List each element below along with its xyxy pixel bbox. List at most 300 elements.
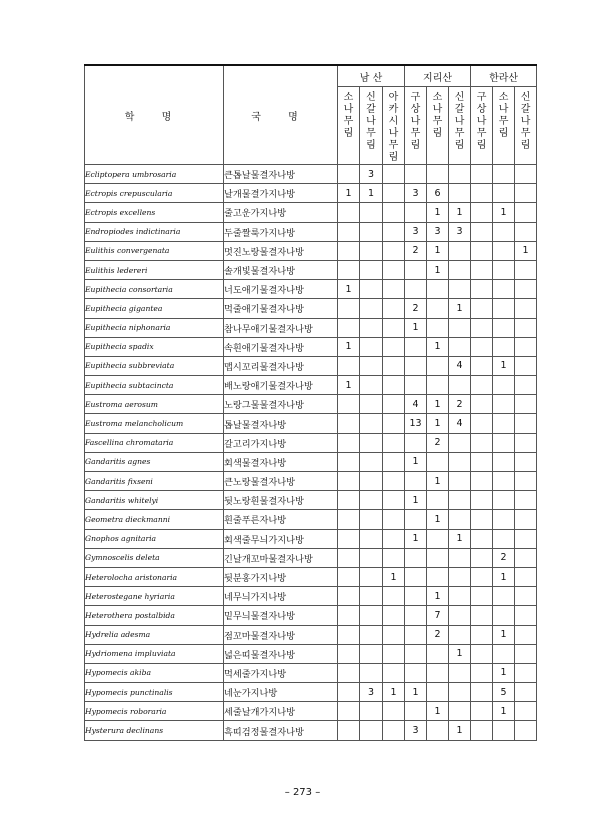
count-cell bbox=[338, 222, 360, 241]
table-row bbox=[85, 184, 537, 203]
count-cell: 6 bbox=[427, 184, 449, 203]
korean-name-cell: 네눈가지나방 bbox=[224, 683, 338, 702]
count-cell bbox=[493, 337, 515, 356]
count-cell bbox=[405, 625, 427, 644]
header-row-mountains bbox=[85, 65, 537, 87]
count-cell: 1 bbox=[405, 452, 427, 471]
count-cell bbox=[405, 337, 427, 356]
count-cell: 1 bbox=[427, 241, 449, 260]
count-cell: 1 bbox=[338, 280, 360, 299]
header-forest-label: 아카시나무림 bbox=[388, 92, 399, 163]
count-cell: 1 bbox=[405, 683, 427, 702]
count-cell: 1 bbox=[383, 567, 405, 586]
count-cell bbox=[383, 548, 405, 567]
count-cell bbox=[338, 587, 360, 606]
count-cell: 2 bbox=[405, 299, 427, 318]
count-cell bbox=[449, 663, 471, 682]
count-cell bbox=[427, 663, 449, 682]
count-cell: 1 bbox=[338, 184, 360, 203]
count-cell bbox=[338, 452, 360, 471]
count-cell bbox=[383, 337, 405, 356]
count-cell bbox=[338, 395, 360, 414]
count-cell bbox=[383, 721, 405, 740]
count-cell: 7 bbox=[427, 606, 449, 625]
count-cell: 1 bbox=[427, 510, 449, 529]
count-cell bbox=[360, 241, 383, 260]
count-cell bbox=[515, 452, 537, 471]
count-cell bbox=[383, 491, 405, 510]
count-cell bbox=[449, 702, 471, 721]
count-cell: 3 bbox=[427, 222, 449, 241]
count-cell: 1 bbox=[338, 337, 360, 356]
count-cell bbox=[515, 663, 537, 682]
count-cell: 4 bbox=[449, 414, 471, 433]
count-cell bbox=[515, 491, 537, 510]
count-cell bbox=[360, 318, 383, 337]
count-cell bbox=[427, 491, 449, 510]
count-cell bbox=[360, 414, 383, 433]
count-cell bbox=[383, 165, 405, 184]
count-cell bbox=[383, 510, 405, 529]
count-cell: 1 bbox=[449, 721, 471, 740]
table-row bbox=[85, 644, 537, 663]
korean-name-cell: 줄고운가지나방 bbox=[224, 203, 338, 222]
count-cell bbox=[427, 567, 449, 586]
count-cell bbox=[449, 165, 471, 184]
count-cell bbox=[471, 606, 493, 625]
count-cell bbox=[338, 510, 360, 529]
scientific-name-cell: Gandaritis agnes bbox=[85, 452, 224, 471]
table-row bbox=[85, 683, 537, 702]
table-row bbox=[85, 548, 537, 567]
table-row bbox=[85, 625, 537, 644]
count-cell bbox=[471, 529, 493, 548]
count-cell bbox=[338, 702, 360, 721]
count-cell bbox=[449, 184, 471, 203]
count-cell bbox=[383, 587, 405, 606]
korean-name-cell: 뒷분홍가지나방 bbox=[224, 567, 338, 586]
count-cell bbox=[515, 472, 537, 491]
count-cell bbox=[427, 644, 449, 663]
count-cell bbox=[383, 222, 405, 241]
count-cell bbox=[471, 548, 493, 567]
count-cell bbox=[449, 606, 471, 625]
count-cell bbox=[515, 184, 537, 203]
count-cell: 1 bbox=[427, 337, 449, 356]
header-forest-label: 소나무림 bbox=[432, 92, 443, 139]
count-cell bbox=[338, 299, 360, 318]
count-cell bbox=[471, 702, 493, 721]
count-cell bbox=[493, 529, 515, 548]
korean-name-cell: 회색줄무늬가지나방 bbox=[224, 529, 338, 548]
count-cell: 3 bbox=[405, 222, 427, 241]
korean-name-cell: 흑띠검정물결자나방 bbox=[224, 721, 338, 740]
korean-name-cell: 날개물결가지나방 bbox=[224, 184, 338, 203]
count-cell bbox=[360, 663, 383, 682]
count-cell bbox=[515, 702, 537, 721]
count-cell bbox=[338, 165, 360, 184]
count-cell bbox=[383, 260, 405, 279]
count-cell bbox=[493, 606, 515, 625]
count-cell bbox=[449, 625, 471, 644]
count-cell bbox=[471, 222, 493, 241]
scientific-name-cell: Endropiodes indictinaria bbox=[85, 222, 224, 241]
scientific-name-cell: Eulithis convergenata bbox=[85, 241, 224, 260]
scientific-name-cell: Hydriomena impluviata bbox=[85, 644, 224, 663]
count-cell bbox=[515, 587, 537, 606]
count-cell bbox=[471, 318, 493, 337]
count-cell bbox=[515, 510, 537, 529]
table-row bbox=[85, 376, 537, 395]
count-cell bbox=[360, 260, 383, 279]
korean-name-cell: 긴날개꼬마물결자나방 bbox=[224, 548, 338, 567]
count-cell bbox=[471, 472, 493, 491]
count-cell bbox=[493, 721, 515, 740]
count-cell bbox=[338, 663, 360, 682]
count-cell: 1 bbox=[338, 376, 360, 395]
scientific-name-cell: Heterostegane hyriaria bbox=[85, 587, 224, 606]
count-cell: 3 bbox=[405, 184, 427, 203]
korean-name-cell: 네무늬가지나방 bbox=[224, 587, 338, 606]
count-cell: 1 bbox=[383, 683, 405, 702]
header-korean-name: 국 명 bbox=[224, 65, 338, 165]
count-cell bbox=[471, 260, 493, 279]
header-mountain: 남 산 bbox=[338, 65, 405, 87]
count-cell bbox=[338, 548, 360, 567]
count-cell bbox=[338, 625, 360, 644]
count-cell bbox=[360, 491, 383, 510]
count-cell: 1 bbox=[405, 529, 427, 548]
count-cell bbox=[338, 414, 360, 433]
scientific-name-cell: Ectropis crepuscularia bbox=[85, 184, 224, 203]
table-row bbox=[85, 318, 537, 337]
count-cell bbox=[383, 472, 405, 491]
count-cell bbox=[360, 702, 383, 721]
count-cell bbox=[338, 491, 360, 510]
count-cell: 1 bbox=[427, 395, 449, 414]
scientific-name-cell: Eupithecia spadix bbox=[85, 337, 224, 356]
count-cell bbox=[360, 721, 383, 740]
count-cell bbox=[338, 241, 360, 260]
count-cell bbox=[449, 548, 471, 567]
count-cell bbox=[493, 260, 515, 279]
header-forest-type bbox=[471, 87, 493, 165]
count-cell bbox=[471, 491, 493, 510]
count-cell bbox=[383, 356, 405, 375]
count-cell bbox=[360, 510, 383, 529]
count-cell bbox=[360, 625, 383, 644]
count-cell bbox=[405, 548, 427, 567]
count-cell bbox=[493, 395, 515, 414]
count-cell bbox=[449, 260, 471, 279]
count-cell: 2 bbox=[427, 625, 449, 644]
count-cell bbox=[338, 644, 360, 663]
korean-name-cell: 넓은띠물결자나방 bbox=[224, 644, 338, 663]
count-cell bbox=[493, 414, 515, 433]
count-cell bbox=[449, 433, 471, 452]
count-cell: 3 bbox=[405, 721, 427, 740]
count-cell bbox=[493, 472, 515, 491]
table-row bbox=[85, 510, 537, 529]
count-cell bbox=[360, 395, 383, 414]
count-cell bbox=[471, 376, 493, 395]
count-cell bbox=[405, 472, 427, 491]
count-cell bbox=[493, 241, 515, 260]
count-cell bbox=[493, 433, 515, 452]
count-cell: 1 bbox=[493, 663, 515, 682]
count-cell: 1 bbox=[360, 184, 383, 203]
count-cell bbox=[493, 318, 515, 337]
table-row bbox=[85, 529, 537, 548]
count-cell: 1 bbox=[427, 702, 449, 721]
count-cell bbox=[427, 165, 449, 184]
count-cell: 3 bbox=[449, 222, 471, 241]
count-cell bbox=[449, 683, 471, 702]
header-scientific-name: 학 명 bbox=[85, 65, 224, 165]
count-cell bbox=[449, 337, 471, 356]
count-cell bbox=[471, 452, 493, 471]
table-row bbox=[85, 702, 537, 721]
korean-name-cell: 멋진노랑물결자나방 bbox=[224, 241, 338, 260]
count-cell bbox=[405, 702, 427, 721]
count-cell bbox=[360, 356, 383, 375]
count-cell bbox=[360, 452, 383, 471]
table-body bbox=[85, 165, 537, 741]
table-row bbox=[85, 663, 537, 682]
scientific-name-cell: Heterolocha aristonaria bbox=[85, 567, 224, 586]
count-cell bbox=[515, 376, 537, 395]
count-cell bbox=[427, 299, 449, 318]
count-cell bbox=[471, 567, 493, 586]
count-cell bbox=[427, 356, 449, 375]
count-cell bbox=[449, 318, 471, 337]
count-cell bbox=[493, 491, 515, 510]
count-cell bbox=[449, 491, 471, 510]
count-cell bbox=[449, 452, 471, 471]
count-cell bbox=[427, 683, 449, 702]
table-row bbox=[85, 395, 537, 414]
count-cell bbox=[449, 510, 471, 529]
count-cell bbox=[515, 548, 537, 567]
count-cell: 2 bbox=[449, 395, 471, 414]
header-forest-label: 소나무림 bbox=[343, 92, 354, 139]
count-cell bbox=[383, 663, 405, 682]
count-cell bbox=[515, 395, 537, 414]
count-cell bbox=[515, 280, 537, 299]
count-cell: 1 bbox=[449, 203, 471, 222]
count-cell bbox=[515, 414, 537, 433]
count-cell bbox=[360, 222, 383, 241]
scientific-name-cell: Fascellina chromataria bbox=[85, 433, 224, 452]
count-cell bbox=[515, 721, 537, 740]
count-cell bbox=[427, 721, 449, 740]
count-cell bbox=[360, 280, 383, 299]
count-cell bbox=[515, 165, 537, 184]
count-cell bbox=[515, 318, 537, 337]
scientific-name-cell: Gymnoscelis deleta bbox=[85, 548, 224, 567]
count-cell bbox=[427, 280, 449, 299]
korean-name-cell: 솔개빛물결자나방 bbox=[224, 260, 338, 279]
count-cell bbox=[338, 567, 360, 586]
count-cell bbox=[405, 606, 427, 625]
table-row bbox=[85, 606, 537, 625]
header-forest-type bbox=[383, 87, 405, 165]
header-forest-label: 신갈나무림 bbox=[454, 92, 465, 151]
table-row bbox=[85, 299, 537, 318]
table-row bbox=[85, 567, 537, 586]
header-forest-type bbox=[515, 87, 537, 165]
count-cell bbox=[471, 356, 493, 375]
count-cell bbox=[383, 414, 405, 433]
count-cell bbox=[471, 625, 493, 644]
count-cell bbox=[338, 203, 360, 222]
count-cell bbox=[515, 644, 537, 663]
count-cell bbox=[471, 184, 493, 203]
korean-name-cell: 먹줄애기물결자나방 bbox=[224, 299, 338, 318]
count-cell bbox=[360, 567, 383, 586]
scientific-name-cell: Gnophos agnitaria bbox=[85, 529, 224, 548]
count-cell bbox=[383, 433, 405, 452]
count-cell bbox=[515, 203, 537, 222]
table-row bbox=[85, 280, 537, 299]
scientific-name-cell: Hypomecis roboraria bbox=[85, 702, 224, 721]
count-cell bbox=[493, 165, 515, 184]
count-cell bbox=[383, 395, 405, 414]
count-cell bbox=[427, 318, 449, 337]
count-cell bbox=[383, 241, 405, 260]
count-cell bbox=[383, 318, 405, 337]
count-cell bbox=[471, 280, 493, 299]
korean-name-cell: 큰노랑물결자나방 bbox=[224, 472, 338, 491]
count-cell bbox=[360, 644, 383, 663]
count-cell bbox=[493, 644, 515, 663]
scientific-name-cell: Gandaritis whitelyi bbox=[85, 491, 224, 510]
count-cell: 1 bbox=[449, 299, 471, 318]
table-row bbox=[85, 721, 537, 740]
count-cell bbox=[515, 606, 537, 625]
table-row bbox=[85, 337, 537, 356]
korean-name-cell: 먹세줄가지나방 bbox=[224, 663, 338, 682]
count-cell: 1 bbox=[405, 318, 427, 337]
scientific-name-cell: Eulithis ledereri bbox=[85, 260, 224, 279]
count-cell bbox=[338, 683, 360, 702]
count-cell bbox=[405, 433, 427, 452]
count-cell: 1 bbox=[493, 702, 515, 721]
table-row bbox=[85, 433, 537, 452]
count-cell: 1 bbox=[405, 491, 427, 510]
korean-name-cell: 큰톱날물결자나방 bbox=[224, 165, 338, 184]
count-cell bbox=[515, 567, 537, 586]
count-cell bbox=[471, 683, 493, 702]
count-cell bbox=[360, 203, 383, 222]
count-cell bbox=[338, 356, 360, 375]
table-row bbox=[85, 587, 537, 606]
scientific-name-cell: Eupithecia consortaria bbox=[85, 280, 224, 299]
count-cell bbox=[449, 280, 471, 299]
count-cell: 1 bbox=[427, 587, 449, 606]
count-cell: 3 bbox=[360, 165, 383, 184]
count-cell bbox=[471, 510, 493, 529]
header-forest-type bbox=[338, 87, 360, 165]
count-cell bbox=[515, 433, 537, 452]
count-cell bbox=[515, 222, 537, 241]
count-cell bbox=[360, 337, 383, 356]
count-cell bbox=[471, 299, 493, 318]
count-cell bbox=[338, 472, 360, 491]
count-cell bbox=[515, 356, 537, 375]
count-cell bbox=[338, 318, 360, 337]
header-forest-type bbox=[493, 87, 515, 165]
scientific-name-cell: Gandaritis fixseni bbox=[85, 472, 224, 491]
count-cell bbox=[427, 529, 449, 548]
table-row bbox=[85, 241, 537, 260]
korean-name-cell: 너도애기물결자나방 bbox=[224, 280, 338, 299]
header-forest-type bbox=[360, 87, 383, 165]
count-cell bbox=[405, 280, 427, 299]
count-cell bbox=[383, 644, 405, 663]
scientific-name-cell: Hypomecis punctinalis bbox=[85, 683, 224, 702]
count-cell bbox=[515, 625, 537, 644]
count-cell bbox=[449, 241, 471, 260]
count-cell: 1 bbox=[427, 203, 449, 222]
count-cell: 1 bbox=[493, 567, 515, 586]
count-cell bbox=[338, 721, 360, 740]
korean-name-cell: 배노랑애기물결자나방 bbox=[224, 376, 338, 395]
header-forest-label: 구상나무림 bbox=[476, 92, 487, 151]
count-cell bbox=[449, 472, 471, 491]
count-cell: 1 bbox=[493, 625, 515, 644]
count-cell bbox=[471, 203, 493, 222]
count-cell: 1 bbox=[427, 414, 449, 433]
scientific-name-cell: Eupithecia subtacincta bbox=[85, 376, 224, 395]
korean-name-cell: 톱날물결자나방 bbox=[224, 414, 338, 433]
scientific-name-cell: Eupithecia subbreviata bbox=[85, 356, 224, 375]
table-row bbox=[85, 491, 537, 510]
korean-name-cell: 두줄짤룩가지나방 bbox=[224, 222, 338, 241]
header-mountain: 지리산 bbox=[405, 65, 471, 87]
korean-name-cell: 흰줄푸른자나방 bbox=[224, 510, 338, 529]
korean-name-cell: 갈고리가지나방 bbox=[224, 433, 338, 452]
count-cell bbox=[515, 299, 537, 318]
count-cell bbox=[493, 299, 515, 318]
count-cell bbox=[360, 587, 383, 606]
count-cell bbox=[383, 625, 405, 644]
header-forest-label: 구상나무림 bbox=[410, 92, 421, 151]
table-row bbox=[85, 203, 537, 222]
korean-name-cell: 밑무늬물결자나방 bbox=[224, 606, 338, 625]
count-cell bbox=[427, 548, 449, 567]
count-cell bbox=[515, 337, 537, 356]
count-cell bbox=[471, 165, 493, 184]
scientific-name-cell: Eustroma aerosum bbox=[85, 395, 224, 414]
table-row bbox=[85, 260, 537, 279]
count-cell bbox=[360, 299, 383, 318]
scientific-name-cell: Heterothera postalbida bbox=[85, 606, 224, 625]
count-cell bbox=[405, 510, 427, 529]
header-forest-label: 신갈나무림 bbox=[366, 92, 376, 151]
count-cell bbox=[383, 529, 405, 548]
header-forest-type bbox=[427, 87, 449, 165]
count-cell bbox=[360, 548, 383, 567]
count-cell bbox=[471, 433, 493, 452]
scientific-name-cell: Eupithecia gigantea bbox=[85, 299, 224, 318]
table-row bbox=[85, 356, 537, 375]
scientific-name-cell: Eustroma melancholicum bbox=[85, 414, 224, 433]
table-row bbox=[85, 414, 537, 433]
count-cell bbox=[449, 567, 471, 586]
count-cell bbox=[405, 587, 427, 606]
count-cell bbox=[515, 529, 537, 548]
